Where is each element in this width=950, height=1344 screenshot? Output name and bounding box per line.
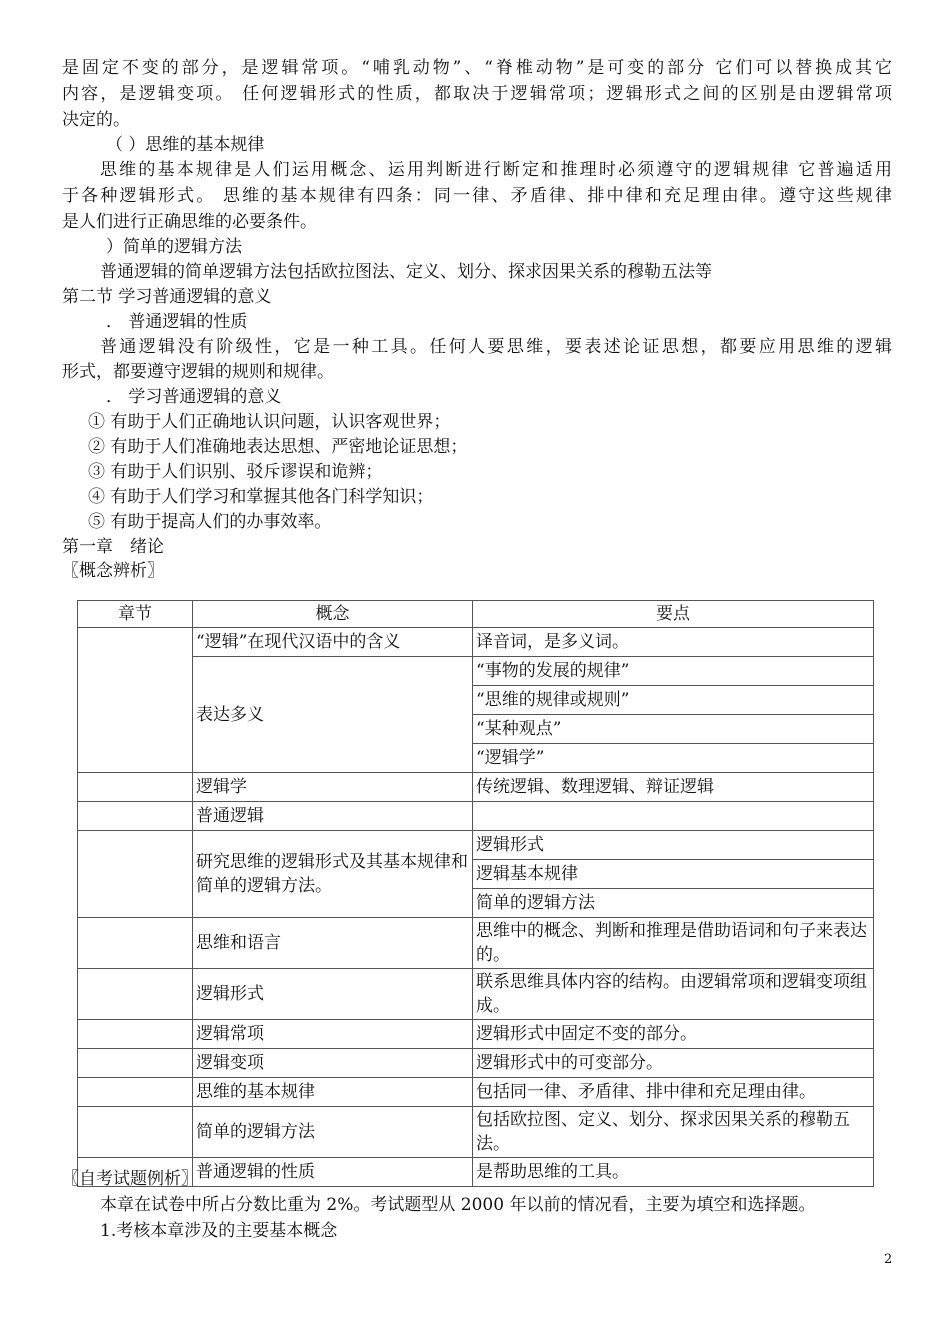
list-item: ② 有助于人们准确地表达思想、严密地论证思想； (88, 437, 468, 457)
table-cell: “逻辑学” (473, 744, 874, 773)
table-cell (78, 918, 193, 969)
section-heading: 第二节 学习普通逻辑的意义 (62, 287, 272, 307)
table-cell: 研究思维的逻辑形式及其基本规律和简单的逻辑方法。 (193, 831, 473, 918)
table-cell: 联系思维具体内容的结构。由逻辑常项和逻辑变项组成。 (473, 969, 874, 1020)
table-cell (78, 1020, 193, 1049)
section-heading: ． 学习普通逻辑的意义 (106, 387, 282, 407)
table-cell: 逻辑学 (193, 773, 473, 802)
list-item: ① 有助于人们正确地认识问题，认识客观世界； (88, 412, 451, 432)
table-row (78, 657, 874, 686)
table-cell: 表达多义 (193, 657, 473, 773)
table-cell: 简单的逻辑方法 (193, 1107, 473, 1158)
table-row (78, 773, 874, 802)
table-cell (78, 1107, 193, 1158)
table-cell: 逻辑常项 (193, 1020, 473, 1049)
paragraph-line: 形式，都要遵守逻辑的规则和规律。 (62, 362, 334, 382)
list-item: ⑤ 有助于提高人们的办事效率。 (88, 512, 332, 532)
table-cell (78, 628, 193, 773)
table-cell: 包括欧拉图、定义、划分、探求因果关系的穆勒五法。 (473, 1107, 874, 1158)
table-row (78, 1107, 874, 1158)
section-heading: （ ）思维的基本规律 (106, 135, 265, 155)
table-header-row (78, 601, 874, 628)
paragraph-line: 内容，是逻辑变项。 任何逻辑形式的性质，都取决于逻辑常项；逻辑形式之间的区别是由逻辑常项 (62, 84, 892, 104)
table-row (78, 802, 874, 831)
table-cell: “某种观点” (473, 715, 874, 744)
section-heading: 〖自考试题例析〗 (62, 1169, 198, 1189)
table-cell: 逻辑形式中的可变部分。 (473, 1049, 874, 1078)
paragraph-line: 普通逻辑没有阶级性，它是一种工具。任何人要思维，要表述论证思想，都要应用思维的逻辑 (100, 337, 892, 357)
paragraph-line: 1.考核本章涉及的主要基本概念 (100, 1221, 338, 1241)
table-cell: 逻辑形式 (193, 969, 473, 1020)
table-cell: “思维的规律或规则” (473, 686, 874, 715)
section-heading: 〖概念辨析〗 (62, 561, 164, 581)
paragraph-line: 是人们进行正确思维的必要条件。 (62, 212, 317, 232)
table-cell (78, 802, 193, 831)
table-cell: 思维中的概念、判断和推理是借助语词和句子来表达的。 (473, 918, 874, 969)
table-row (78, 1049, 874, 1078)
table-cell: 思维的基本规律 (193, 1078, 473, 1107)
table-row (78, 969, 874, 1020)
table-cell: 逻辑变项 (193, 1049, 473, 1078)
table-cell (78, 969, 193, 1020)
table-row (78, 831, 874, 860)
table-cell: 简单的逻辑方法 (473, 889, 874, 918)
table-cell: “逻辑”在现代汉语中的含义 (193, 628, 473, 657)
table-cell (78, 773, 193, 802)
list-item: ③ 有助于人们识别、驳斥谬误和诡辨； (88, 462, 383, 482)
page-number: 2 (884, 1252, 893, 1267)
table-row (78, 918, 874, 969)
table-cell: 普通逻辑的性质 (193, 1158, 473, 1187)
table-cell: 思维和语言 (193, 918, 473, 969)
table-cell (473, 802, 874, 831)
concept-table (77, 600, 874, 1187)
table-cell (78, 831, 193, 918)
paragraph-line: 于各种逻辑形式。 思维的基本规律有四条：同一律、矛盾律、排中律和充足理由律。遵守这些规律 (62, 186, 892, 206)
table-cell (78, 1049, 193, 1078)
table-cell: “事物的发展的规律” (473, 657, 874, 686)
table-cell: 传统逻辑、数理逻辑、辩证逻辑 (473, 773, 874, 802)
column-header: 概念 (193, 601, 473, 628)
column-header: 要点 (473, 601, 874, 628)
paragraph-line: 决定的。 (62, 110, 130, 130)
column-header: 章节 (78, 601, 193, 628)
list-item: ④ 有助于人们学习和掌握其他各门科学知识； (88, 487, 434, 507)
table-cell: 是帮助思维的工具。 (473, 1158, 874, 1187)
table-cell (78, 1078, 193, 1107)
table-cell: 逻辑形式中固定不变的部分。 (473, 1020, 874, 1049)
table-cell: 逻辑形式 (473, 831, 874, 860)
section-heading: ． 普通逻辑的性质 (106, 312, 248, 332)
table-row (78, 628, 874, 657)
paragraph-line: 普通逻辑的简单逻辑方法包括欧拉图法、定义、划分、探求因果关系的穆勒五法等 (100, 262, 712, 282)
table-cell: 包括同一律、矛盾律、排中律和充足理由律。 (473, 1078, 874, 1107)
table-cell: 普通逻辑 (193, 802, 473, 831)
section-heading: ）简单的逻辑方法 (106, 237, 242, 257)
table-row (78, 1020, 874, 1049)
chapter-heading: 第一章 绪论 (62, 537, 164, 557)
paragraph-line: 是固定不变的部分，是逻辑常项。“哺乳动物”、“脊椎动物”是可变的部分 它们可以替换成其它 (62, 58, 892, 78)
table-cell: 逻辑基本规律 (473, 860, 874, 889)
table-cell: 译音词，是多义词。 (473, 628, 874, 657)
paragraph-line: 本章在试卷中所占分数比重为 2%。考试题型从 2000 年以前的情况看，主要为填空和选择题。 (100, 1195, 816, 1215)
paragraph-line: 思维的基本规律是人们运用概念、运用判断进行断定和推理时必须遵守的逻辑规律 它普遍适用 (100, 160, 892, 180)
table-row (78, 1078, 874, 1107)
